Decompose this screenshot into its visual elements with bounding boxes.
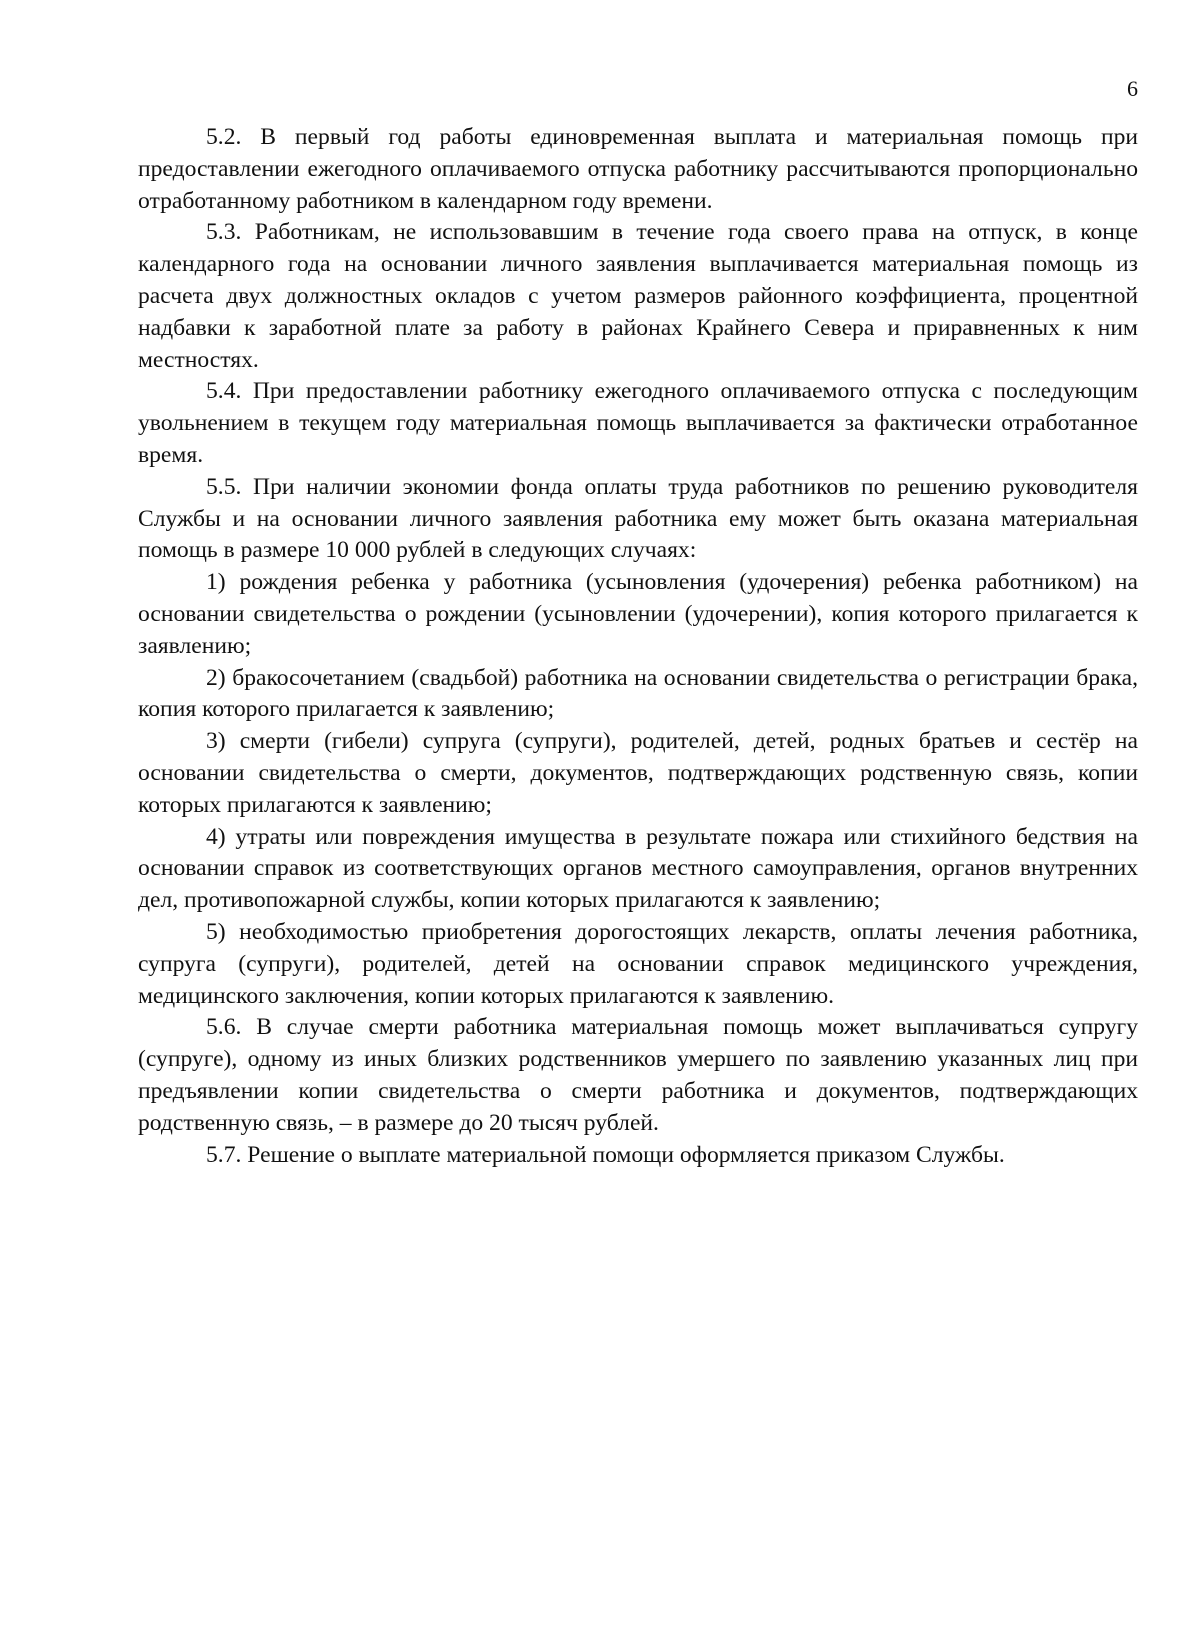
list-item-4: 4) утраты или повреждения имущества в результате пожара или стихийного бедствия на основании справок из соответствующих органов местного самоуправления, органов внутренних дел, противопожарной службы, копии которых прилагаются к заявлению; [138,823,1138,914]
paragraph-5-7: 5.7. Решение о выплате материальной помощи оформляется приказом Службы. [206,1141,1005,1168]
list-item-5: 5) необходимостью приобретения дорогостоящих лекарств, оплаты лечения работника, супруга (супруги), родителей, детей на основании справок медицинского учреждения, медицинского заключения, копии которых прилагаются к заявлению. [138,918,1138,1009]
paragraph-5-3: 5.3. Работникам, не использовавшим в течение года своего права на отпуск, в конце календарного года на основании личного заявления выплачивается материальная помощь из расчета двух должностных окладов с учетом размеров районного коэффициента, процентной надбавки к заработной плате за работу в районах Крайнего Севера и приравненных к ним местностях. [138,219,1138,373]
document-body [138,122,1138,1171]
page-number: 6 [1127,76,1138,101]
paragraph-5-2: 5.2. В первый год работы единовременная выплата и материальная помощь при предоставлении ежегодного оплачиваемого отпуска работнику рассчитываются пропорционально отработанному работником в календарном году времени. [138,124,1138,214]
paragraph-5-4: 5.4. При предоставлении работнику ежегодного оплачиваемого отпуска с последующим увольнением в текущем году материальная помощь выплачивается за фактически отработанное время. [138,378,1138,468]
paragraph-5-6: 5.6. В случае смерти работника материальная помощь может выплачиваться супругу (супруге), одному из иных близких родственников умершего по заявлению указанных лиц при предъявлении копии свидетельства о смерти работника и документов, подтверждающих родственную связь, – в размере до 20 тысяч рублей. [138,1014,1138,1136]
paragraph-5-5: 5.5. При наличии экономии фонда оплаты труда работников по решению руководителя Службы и на основании личного заявления работника ему может быть оказана материальная помощь в размере 10 000 рублей в следующих случаях: [138,473,1138,564]
list-item-1: 1) рождения ребенка у работника (усыновления (удочерения) ребенка работником) на основании свидетельства о рождении (усыновлении (удочерении), копия которого прилагается к заявлению; [138,569,1138,659]
list-item-2: 2) бракосочетанием (свадьбой) работника на основании свидетельства о регистрации брака, копия которого прилагается к заявлению; [138,664,1138,723]
list-item-3: 3) смерти (гибели) супруга (супруги), родителей, детей, родных братьев и сестёр на основании свидетельства о смерти, документов, подтверждающих родственную связь, копии которых прилагаются к заявлению; [138,728,1138,818]
